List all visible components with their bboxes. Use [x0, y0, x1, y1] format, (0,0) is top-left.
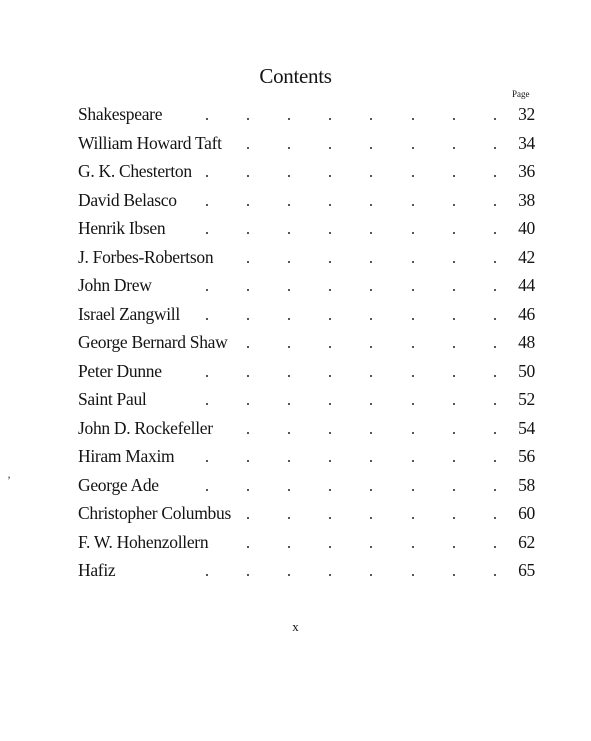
toc-entry-page: 42	[515, 243, 535, 272]
page-column-heading: Page	[512, 89, 530, 99]
toc-entry-page: 48	[515, 328, 535, 357]
toc-entry-name: John D. Rockefeller	[78, 414, 217, 443]
toc-entry	[78, 385, 535, 414]
toc-entry-page: 58	[515, 471, 535, 500]
toc-entry	[78, 471, 535, 500]
toc-entry-name: Israel Zangwill	[78, 300, 184, 329]
toc-entry	[78, 300, 535, 329]
toc-entry-page: 52	[515, 385, 535, 414]
toc-entry-name: Saint Paul	[78, 385, 150, 414]
toc-entry-name: Shakespeare	[78, 100, 166, 129]
toc-entry-name: G. K. Chesterton	[78, 157, 196, 186]
toc-entry	[78, 357, 535, 386]
page-title: Contents	[259, 64, 332, 88]
toc-entry	[78, 271, 535, 300]
toc-entry-page: 36	[515, 157, 535, 186]
toc-entry-page: 46	[515, 300, 535, 329]
toc-entry-name: George Ade	[78, 471, 163, 500]
toc-entry	[78, 414, 535, 443]
toc-entry-page: 62	[515, 528, 535, 557]
toc-entry	[78, 442, 535, 471]
stray-mark: ’	[7, 473, 11, 487]
toc-entry-page: 65	[515, 556, 535, 585]
toc-entry-page: 56	[515, 442, 535, 471]
toc-entry	[78, 328, 535, 357]
toc-entry	[78, 129, 535, 158]
toc-entry-name: William Howard Taft	[78, 129, 226, 158]
toc-entry	[78, 100, 535, 129]
toc-entry-name: Hiram Maxim	[78, 442, 178, 471]
toc-entry-name: F. W. Hohenzollern	[78, 528, 212, 557]
toc-entry	[78, 556, 535, 585]
dot-leader	[78, 556, 535, 585]
toc-entry-page: 60	[515, 499, 535, 528]
toc-entry	[78, 528, 535, 557]
toc-entry	[78, 243, 535, 272]
toc-entry-name: Henrik Ibsen	[78, 214, 169, 243]
toc-entry-name: J. Forbes-Robertson	[78, 243, 217, 272]
toc-entry-page: 32	[515, 100, 535, 129]
toc-entry-page: 40	[515, 214, 535, 243]
page-folio: x	[292, 619, 299, 634]
toc-entry-name: David Belasco	[78, 186, 181, 215]
toc-entry-page: 44	[515, 271, 535, 300]
toc-entry-name: Hafiz	[78, 556, 119, 585]
toc-entry	[78, 214, 535, 243]
toc-entry-name: George Bernard Shaw	[78, 328, 232, 357]
toc-entry-page: 38	[515, 186, 535, 215]
toc-entry-name: Christopher Columbus	[78, 499, 235, 528]
toc-entry	[78, 186, 535, 215]
toc-entry-name: Peter Dunne	[78, 357, 166, 386]
table-of-contents	[78, 100, 535, 585]
toc-entry	[78, 499, 535, 528]
toc-entry	[78, 157, 535, 186]
toc-entry-name: John Drew	[78, 271, 156, 300]
toc-entry-page: 50	[515, 357, 535, 386]
toc-entry-page: 54	[515, 414, 535, 443]
toc-entry-page: 34	[515, 129, 535, 158]
